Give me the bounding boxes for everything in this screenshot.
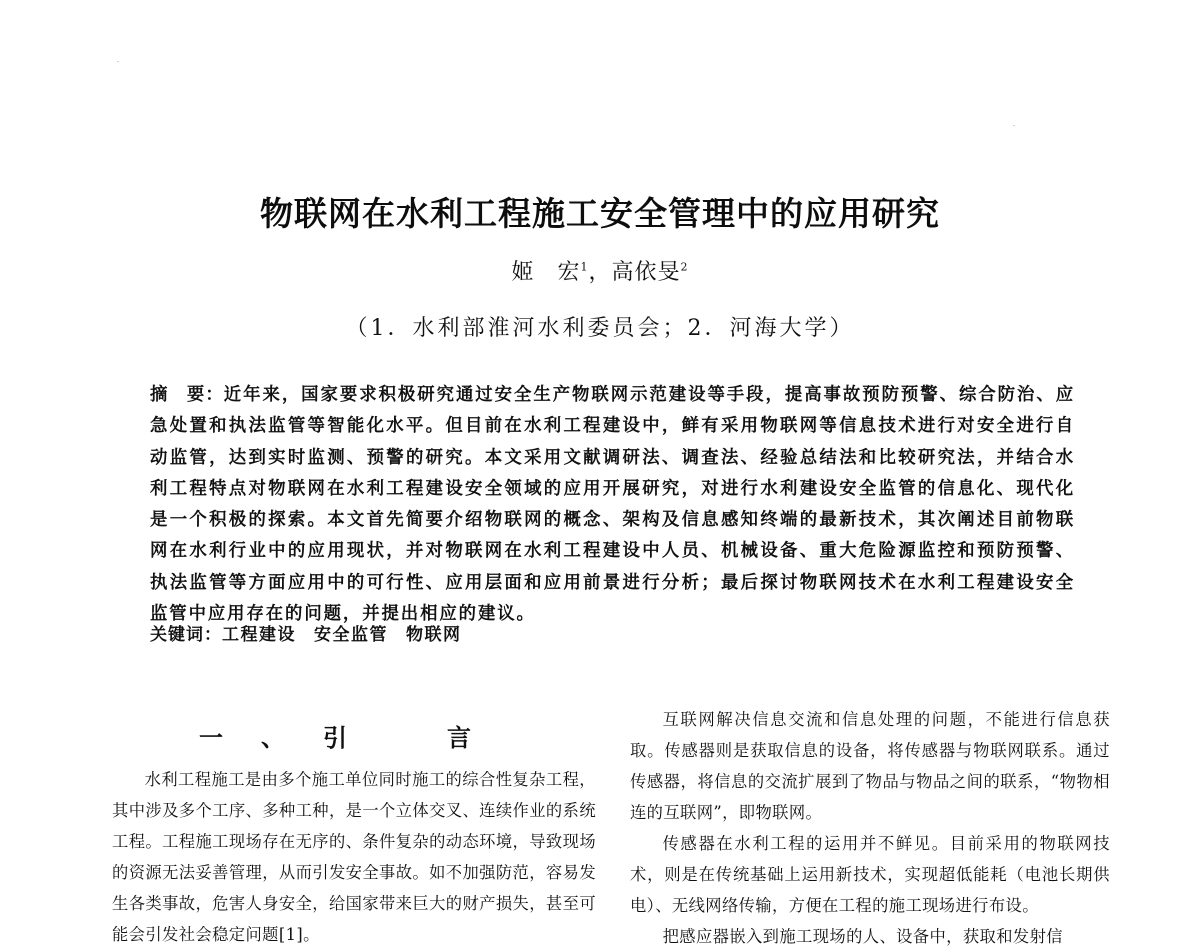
keywords [150, 621, 1075, 649]
keywords-label: 关键词： [150, 625, 222, 645]
paper-title: 物联网在水利工程施工安全管理中的应用研究 [260, 194, 940, 233]
keyword: 安全监管 [314, 625, 388, 645]
abstract-text: 近年来，国家要求积极研究通过安全生产物联网示范建设等手段，提高事故预防预警、综合防治、应急处置和执法监管等智能化水平。但目前在水利工程建设中，鲜有采用物联网等信息技术进行对安全进行自动监管，达到实时监测、预警的研究。本文采用文献调研法、调查法、经验总结法和比较研究法，并结合水利工程特点对物联网在水利工程建设安全领域的应用开展研究，对进行水利建设安全监管的信息化、现代化是一个积极的探索。本文首先简要介绍物联网的概念、架构及信息感知终端的最新技术，其次阐述目前物联网在水利行业中的应用现状，并对物联网在水利工程建设中人员、机械设备、重大危险源监控和预防预警、执法监管等方面应用中的可行性、应用层面和应用前景进行分析；最后探讨物联网技术在水利工程建设安全监管中应用存在的问题，并提出相应的建议。 [150, 385, 1075, 625]
affiliation-marker: 2 [680, 260, 689, 274]
affiliation-marker: 1 [580, 260, 589, 274]
keyword: 物联网 [406, 625, 462, 645]
author-name: 高依旻 [611, 260, 681, 285]
abstract [150, 380, 1075, 630]
scan-speck [1013, 125, 1015, 126]
body-paragraph: 水利工程施工是由多个施工单位同时施工的综合性复杂工程，其中涉及多个工序、多种工种，是一个立体交叉、连续作业的系统工程。工程施工现场存在无序的、条件复杂的动态环境，导致现场的资源无法妥善管理，从而引发安全事故。如不加强防范，容易发生各类事故，危害人身安全，给国家带来巨大的财产损失，甚至可能会引发社会稳定问题[1]。 [112, 770, 596, 944]
author-separator: ， [588, 260, 612, 285]
body-paragraph: 传感器在水利工程的运用并不鲜见。目前采用的物联网技术，则是在传统基础上运用新技术，实现超低能耗（电池长期供电）、无线网络传输，方便在工程的施工现场进行布设。 [630, 834, 1110, 915]
abstract-label: 摘 要： [150, 385, 224, 405]
keyword: 工程建设 [222, 625, 296, 645]
author-line [0, 255, 1200, 286]
left-column [112, 764, 596, 950]
body-paragraph: 互联网解决信息交流和信息处理的问题，不能进行信息获取。传感器则是获取信息的设备，将传感器与物联网联系。通过传感器，将信息的交流扩展到了物品与物品之间的联系，“物物相连的互联网”，即物联网。 [630, 710, 1110, 822]
scan-speck [117, 61, 119, 62]
body-paragraph: 把感应器嵌入到施工现场的人、设备中，获取和发射信 [662, 927, 1063, 946]
section-heading: 一、引 言 [199, 724, 509, 752]
affiliations: （1．水利部淮河水利委员会；2．河海大学） [345, 316, 855, 341]
right-column [630, 704, 1110, 952]
author-name: 姬 宏 [511, 260, 581, 285]
